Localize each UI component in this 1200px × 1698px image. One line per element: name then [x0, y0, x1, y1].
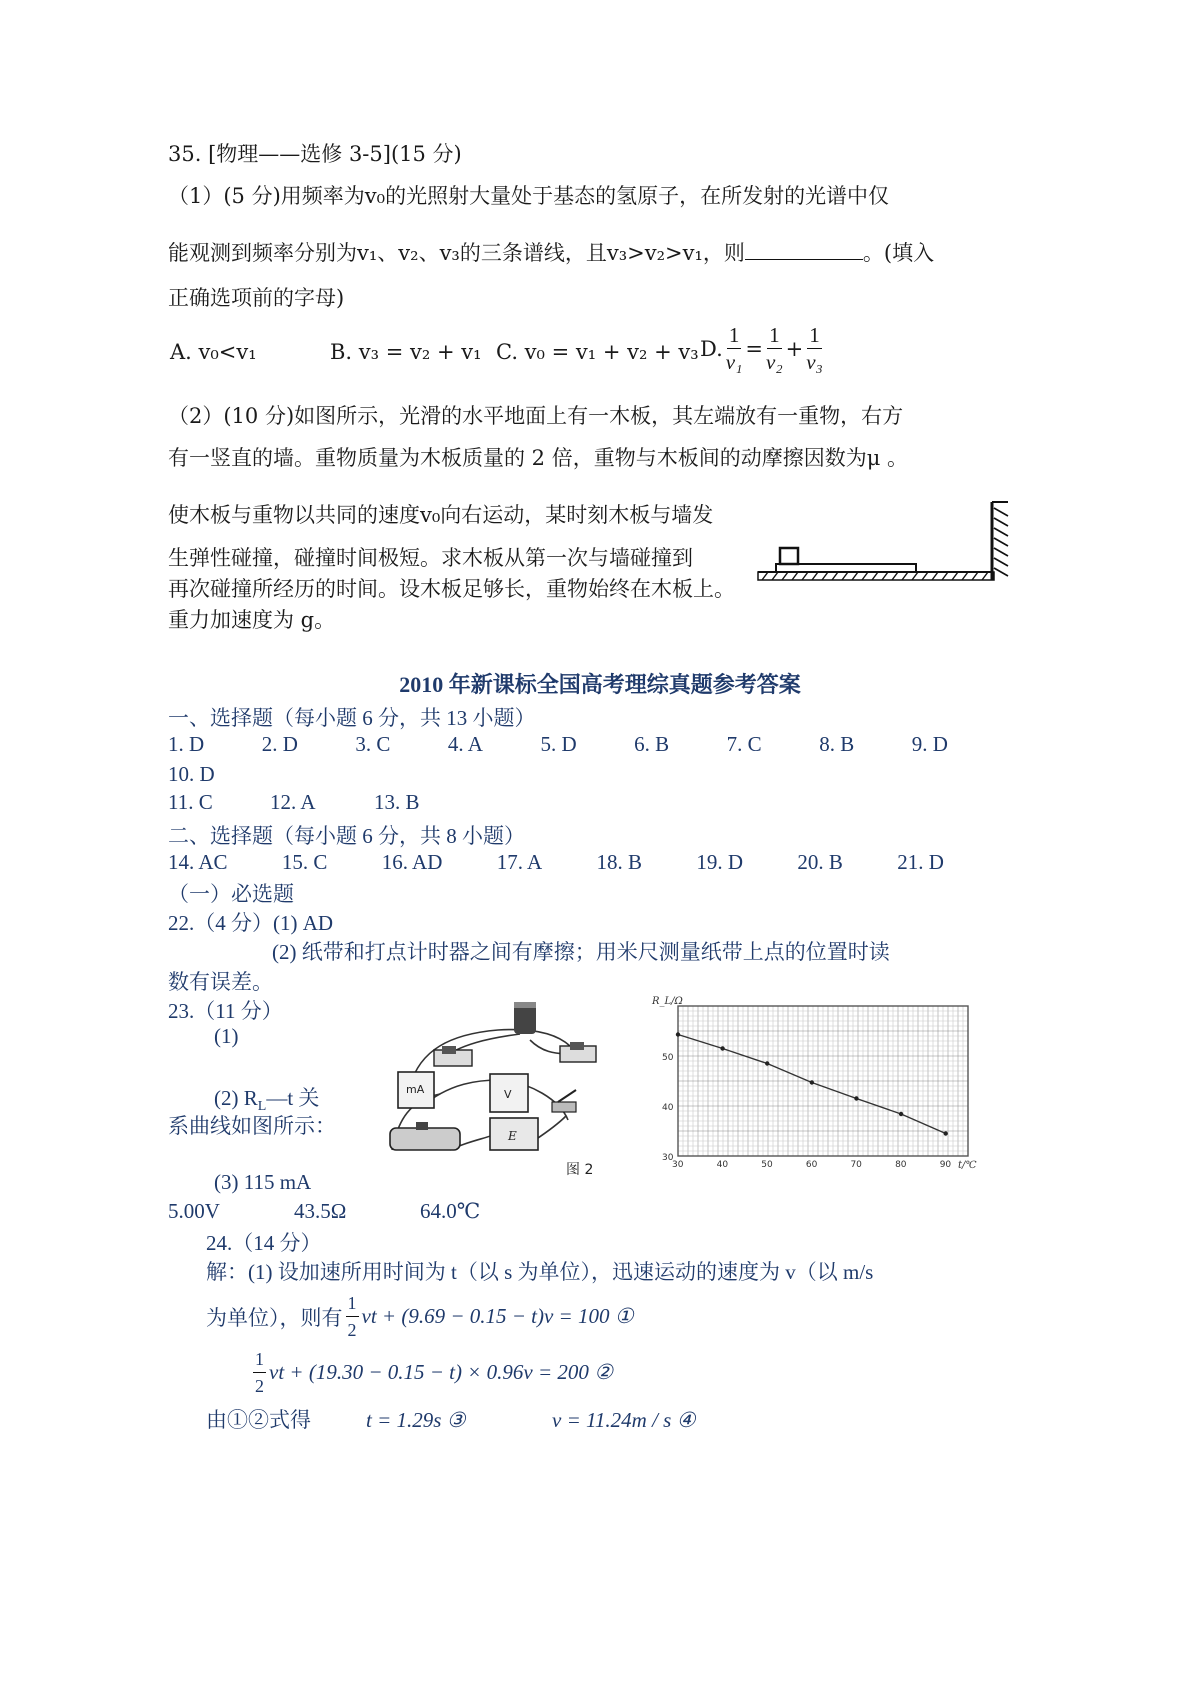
graph-grid	[678, 1006, 968, 1156]
q35-part1-line1: （1）(5 分)用频率为v₀的光照射大量处于基态的氢原子，在所发射的光谱中仅	[168, 184, 890, 208]
q35-part2-line2: 有一竖直的墙。重物质量为木板质量的 2 倍，重物与木板间的动摩擦因数为μ 。	[168, 446, 909, 470]
option-d-frac3	[806, 322, 823, 375]
switch	[552, 1090, 576, 1112]
value-temperature: 64.0℃	[420, 1199, 481, 1223]
half-fraction	[253, 1346, 266, 1399]
answer-item: 4. A	[447, 732, 483, 756]
answer-23-part2-text: (2) R	[214, 1086, 258, 1110]
option-d	[700, 322, 826, 375]
answer-24-line4	[206, 1404, 695, 1434]
data-point	[943, 1131, 947, 1135]
answer-blank	[745, 241, 863, 260]
q35-part1-line3: 正确选项前的字母)	[168, 286, 345, 310]
answer-23-part2-tail: —t 关	[266, 1086, 320, 1110]
result-v: v = 11.24m / s ④	[552, 1408, 696, 1432]
data-point	[899, 1112, 903, 1116]
half-num: 1	[346, 1290, 359, 1317]
rl-t-graph	[650, 992, 980, 1170]
result-t: t = 1.29s ③	[366, 1408, 466, 1432]
resistor-r2	[560, 1042, 596, 1062]
value-voltage: 5.00V	[168, 1199, 220, 1223]
option-b: B. v₃ = v₂ + v₁	[330, 340, 482, 364]
voltmeter	[490, 1074, 528, 1112]
q35-part1-line2-text: 能观测到频率分别为v₁、v₂、v₃的三条谱线，且v₃>v₂>v₁，则	[168, 241, 745, 265]
x-tick-label: 60	[805, 1160, 818, 1170]
frac1-den: v₁	[725, 350, 743, 374]
q35-part2-line3: 使木板与重物以共同的速度v₀向右运动，某时刻木板与墙发	[168, 503, 714, 527]
data-point	[854, 1096, 858, 1100]
x-tick-label: 30	[672, 1160, 684, 1170]
answer-item: 18. B	[596, 850, 643, 874]
answer-24-heading: 24.（14 分）	[206, 1231, 322, 1255]
answer-item: 16. AD	[381, 850, 443, 874]
option-d-plus: +	[785, 336, 804, 361]
frac1-num: 1	[728, 323, 740, 347]
answer-item: 20. B	[797, 850, 843, 874]
half-den: 2	[347, 1320, 357, 1340]
q35-part2-line6: 重力加速度为 g。	[168, 608, 336, 632]
answer-item: 8. B	[819, 732, 855, 756]
answer-24-line4-text: 由①②式得	[206, 1408, 311, 1432]
option-c: C. v₀ = v₁ + v₂ + v₃	[496, 340, 699, 364]
answer-row-4	[168, 850, 944, 875]
answer-item: 11. C	[168, 790, 213, 814]
answer-item: 6. B	[634, 732, 670, 756]
data-marks	[676, 1032, 948, 1135]
circuit-figure	[380, 990, 624, 1180]
subscript-l: L	[257, 1099, 267, 1115]
half-fraction	[346, 1290, 359, 1343]
option-d-frac1	[726, 322, 743, 375]
answer-item: 7. C	[726, 732, 762, 756]
option-a: A. v₀<v₁	[170, 340, 257, 364]
answer-23-values	[168, 1199, 480, 1224]
thermistor-in-water	[514, 1002, 536, 1034]
answer-24-line3	[250, 1346, 613, 1399]
frac3-num: 1	[809, 323, 820, 347]
y-axis-label: R_L/Ω	[652, 996, 683, 1007]
half-den: 2	[255, 1376, 264, 1396]
answer-item: 13. B	[374, 790, 420, 814]
rheostat	[390, 1122, 460, 1150]
y-tick-label: 50	[662, 1053, 674, 1063]
equation-2: vt + (19.30 − 0.15 − t) × 0.96v = 200 ②	[269, 1360, 613, 1384]
answer-22-line3: 数有误差。	[168, 970, 273, 994]
answer-item: 17. A	[496, 850, 543, 874]
data-point	[765, 1061, 769, 1065]
ammeter	[398, 1072, 434, 1108]
resistor-r1	[434, 1046, 472, 1066]
x-tick-label: 80	[895, 1160, 907, 1170]
answer-23-part2-line2: 系曲线如图所示：	[168, 1114, 336, 1138]
value-resistance: 43.5Ω	[294, 1199, 347, 1223]
x-axis-label: t/℃	[958, 1160, 977, 1170]
half-num: 1	[253, 1346, 266, 1373]
answer-item: 12. A	[270, 790, 316, 814]
answer-item: 1. D	[168, 732, 205, 756]
option-d-frac2	[766, 322, 783, 375]
answer-item: 3. C	[355, 732, 391, 756]
battery	[490, 1118, 538, 1150]
q35-part1-line2-tail: 。(填入	[862, 241, 935, 265]
x-tick-label: 90	[939, 1160, 952, 1170]
figure-2-label: 图 2	[566, 1162, 594, 1178]
q35-part2-line4: 生弹性碰撞，碰撞时间极短。求木板从第一次与墙碰撞到	[168, 546, 693, 570]
wire	[535, 1116, 566, 1140]
q35-part2-line1: （2）(10 分)如图所示，光滑的水平地面上有一木板，其左端放有一重物，右方	[168, 404, 904, 428]
answer-24-line2	[206, 1290, 634, 1343]
answer-item: 19. D	[696, 850, 744, 874]
answer-item: 15. C	[281, 850, 328, 874]
answer-row-1	[168, 732, 948, 757]
x-tick-label: 40	[716, 1160, 729, 1170]
frac2-den: v₂	[766, 350, 783, 374]
q35-part2-line5: 再次碰撞所经历的时间。设木板足够长，重物始终在木板上。	[168, 577, 735, 601]
x-tick-label: 50	[761, 1160, 773, 1170]
weight-block	[780, 548, 798, 564]
frac2-num: 1	[769, 323, 780, 347]
svg-text:E: E	[508, 1129, 517, 1143]
svg-text:V: V	[504, 1088, 512, 1101]
answer-row-3	[168, 790, 420, 815]
answer-23-part1: (1)	[214, 1024, 239, 1048]
answer-22-line2: (2) 纸带和打点计时器之间有摩擦；用米尺测量纸带上点的位置时读	[272, 940, 890, 964]
answer-item: 5. D	[540, 732, 577, 756]
svg-text:mA: mA	[406, 1083, 425, 1096]
answer-22-line1: 22.（4 分）(1) AD	[168, 911, 334, 935]
section-2-heading: 二、选择题（每小题 6 分，共 8 小题）	[168, 824, 525, 848]
answer-item: 14. AC	[168, 850, 228, 874]
answer-item: 9. D	[911, 732, 948, 756]
answer-24-line1: 解：(1) 设加速所用时间为 t（以 s 为单位），迅速运动的速度为 v（以 m/s	[206, 1260, 874, 1284]
ground-hatch	[758, 572, 994, 580]
option-d-label: D.	[700, 336, 723, 361]
board-wall-diagram	[752, 494, 1044, 590]
data-point	[810, 1080, 814, 1084]
equation-1: vt + (9.69 − 0.15 − t)v = 100 ①	[361, 1304, 634, 1328]
data-point	[676, 1032, 680, 1036]
q35-heading: 35. [物理——选修 3-5](15 分)	[168, 142, 462, 166]
answer-item: 2. D	[261, 732, 298, 756]
q35-part1-line2	[168, 237, 934, 267]
frac3-den: v₃	[806, 350, 823, 374]
answer-23-part3: (3) 115 mA	[214, 1170, 312, 1194]
vertical-wall	[992, 502, 1008, 580]
answers-title: 2010 年新课标全国高考理综真题参考答案	[399, 672, 801, 697]
answer-23-heading: 23.（11 分）	[168, 999, 283, 1023]
y-tick-label: 30	[662, 1153, 674, 1163]
answer-item: 21. D	[897, 850, 944, 874]
option-d-eq: =	[745, 336, 763, 361]
section-3-heading: （一）必选题	[168, 882, 294, 906]
data-point	[720, 1046, 724, 1050]
y-tick-label: 40	[662, 1103, 674, 1113]
answer-24-line2-text: 为单位），则有	[206, 1305, 343, 1330]
answer-row-2: 10. D	[168, 762, 215, 786]
x-tick-label: 70	[850, 1160, 862, 1170]
section-1-heading: 一、选择题（每小题 6 分，共 13 小题）	[168, 706, 536, 730]
